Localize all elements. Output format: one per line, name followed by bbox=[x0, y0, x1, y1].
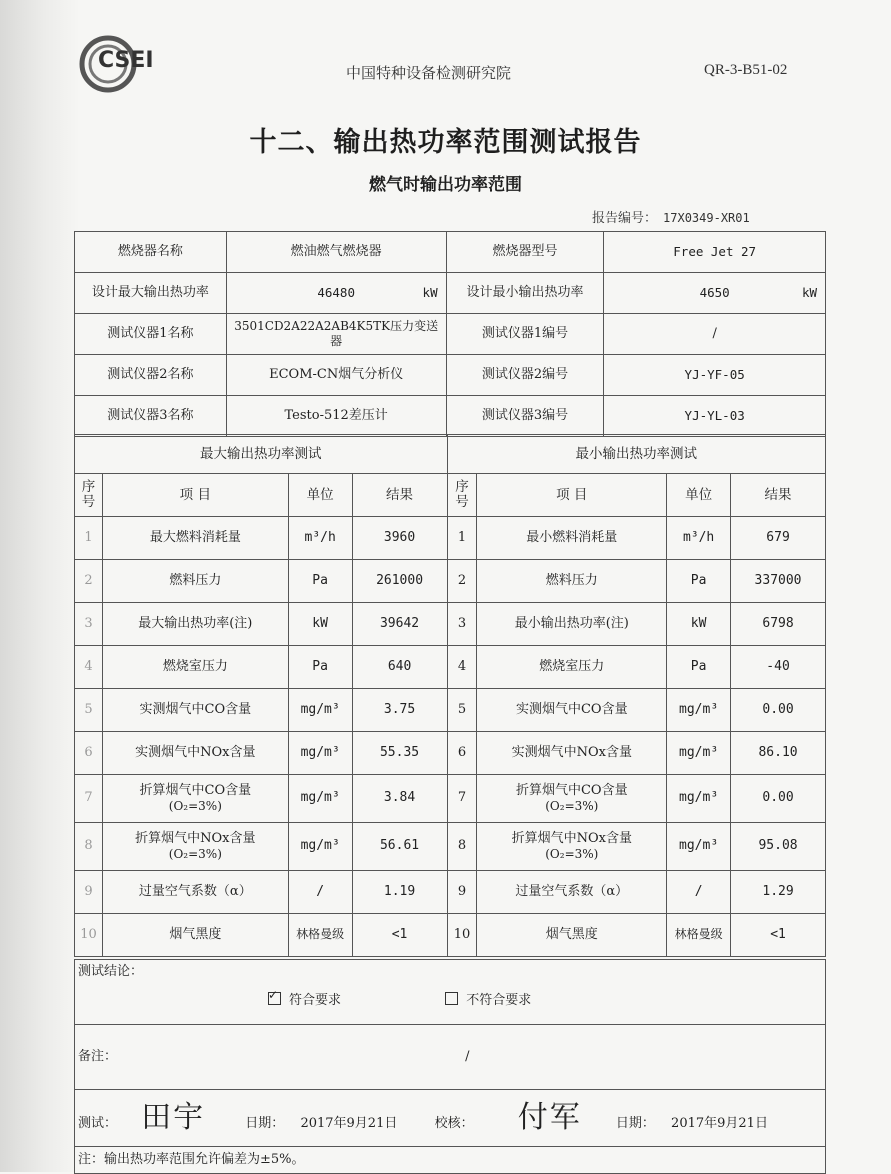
item-name: 最小燃料消耗量 bbox=[526, 529, 618, 545]
item-cell bbox=[477, 823, 667, 871]
footnote-cell bbox=[75, 1147, 826, 1174]
seq-cell: 4 bbox=[75, 646, 103, 689]
results-table bbox=[74, 434, 826, 957]
table-row bbox=[75, 517, 826, 560]
unit-cell: mg/m³ bbox=[288, 823, 352, 871]
page-title: 十二、输出热功率范围测试报告 bbox=[249, 127, 642, 158]
item-cell bbox=[477, 775, 667, 823]
table-row bbox=[75, 914, 826, 957]
result-cell: -40 bbox=[731, 646, 826, 689]
seq-cell: 8 bbox=[447, 823, 477, 871]
seq-cell: 4 bbox=[447, 646, 477, 689]
institute-name: 中国特种设备检测研究院 bbox=[346, 64, 512, 82]
seq-cell: 2 bbox=[447, 560, 477, 603]
col-seq-header: 序号 bbox=[447, 474, 477, 517]
report-number-value: 17X0349-XR01 bbox=[663, 211, 750, 225]
seq-cell: 8 bbox=[75, 823, 103, 871]
conclusion-options bbox=[78, 992, 822, 1009]
unit-cell: mg/m³ bbox=[667, 732, 731, 775]
item-condition: (O₂=3%) bbox=[168, 799, 222, 814]
item-cell bbox=[477, 914, 667, 957]
item-cell bbox=[102, 517, 288, 560]
form-code: QR-3-B51-02 bbox=[704, 62, 788, 78]
test-date-label: 日期： bbox=[245, 1116, 285, 1132]
remarks-label: 备注： bbox=[78, 1048, 118, 1064]
inst1-no-value: / bbox=[604, 314, 826, 355]
item-name: 燃料压力 bbox=[545, 572, 598, 588]
min-power-cell bbox=[604, 273, 826, 314]
max-section-title: 最大输出热功率测试 bbox=[75, 435, 448, 474]
seq-cell: 3 bbox=[447, 603, 477, 646]
result-rows bbox=[75, 517, 826, 957]
unit-cell: kW bbox=[667, 603, 731, 646]
item-name: 烟气黑度 bbox=[169, 926, 222, 942]
item-condition: (O₂=3%) bbox=[168, 847, 222, 862]
item-name: 实测烟气中NOx含量 bbox=[511, 744, 632, 760]
item-cell bbox=[477, 689, 667, 732]
seq-cell: 6 bbox=[447, 732, 477, 775]
item-name: 折算烟气中CO含量 bbox=[139, 782, 252, 798]
inst1-name-label: 测试仪器1名称 bbox=[75, 314, 227, 355]
item-cell bbox=[102, 646, 288, 689]
unit-cell: 林格曼级 bbox=[667, 914, 731, 957]
footnote: 注：输出热功率范围允许偏差为±5%。 bbox=[78, 1151, 305, 1167]
max-power-unit: kW bbox=[422, 285, 438, 301]
result-cell: 337000 bbox=[731, 560, 826, 603]
item-name: 燃烧室压力 bbox=[539, 658, 605, 674]
item-cell bbox=[102, 603, 288, 646]
item-name: 燃料压力 bbox=[169, 572, 222, 588]
col-unit-header: 单位 bbox=[667, 474, 731, 517]
min-power-label: 设计最小输出热功率 bbox=[446, 273, 604, 314]
item-cell bbox=[102, 914, 288, 957]
item-cell bbox=[102, 775, 288, 823]
checker-signature: 付军 bbox=[517, 1100, 582, 1136]
inst2-name-value: ECOM-CN烟气分析仪 bbox=[226, 355, 446, 396]
burner-name-label: 燃烧器名称 bbox=[75, 232, 227, 273]
conclusion-cell bbox=[75, 960, 826, 1025]
table-row bbox=[75, 823, 826, 871]
item-cell bbox=[102, 823, 288, 871]
result-cell: 39642 bbox=[352, 603, 447, 646]
result-cell: 1.19 bbox=[352, 871, 447, 914]
item-name: 最大燃料消耗量 bbox=[149, 529, 241, 545]
item-name: 燃烧室压力 bbox=[162, 658, 228, 674]
col-seq-header: 序号 bbox=[75, 474, 103, 517]
unit-cell: mg/m³ bbox=[288, 689, 352, 732]
item-name: 折算烟气中CO含量 bbox=[515, 782, 628, 798]
report-number-label: 报告编号： bbox=[592, 211, 658, 226]
unit-cell: Pa bbox=[667, 646, 731, 689]
burner-model-label: 燃烧器型号 bbox=[446, 232, 604, 273]
seq-cell: 5 bbox=[447, 689, 477, 732]
min-power-value: 4650 bbox=[699, 285, 730, 301]
signoff-cell bbox=[75, 1090, 826, 1147]
inst3-no-label: 测试仪器3编号 bbox=[446, 396, 604, 437]
burner-name-value: 燃油燃气燃烧器 bbox=[226, 232, 446, 273]
result-cell: 640 bbox=[352, 646, 447, 689]
item-name: 最小输出热功率(注) bbox=[514, 615, 629, 631]
check-date: 2017年9月21日 bbox=[671, 1116, 768, 1132]
check-date-label: 日期： bbox=[615, 1116, 655, 1132]
logo-text: CSEI bbox=[98, 48, 154, 73]
item-name: 烟气黑度 bbox=[545, 926, 598, 942]
seq-cell: 5 bbox=[75, 689, 103, 732]
unit-cell: / bbox=[288, 871, 352, 914]
max-power-label: 设计最大输出热功率 bbox=[75, 273, 227, 314]
tester-signature: 田宇 bbox=[141, 1100, 206, 1136]
inst2-name-label: 测试仪器2名称 bbox=[75, 355, 227, 396]
min-power-unit: kW bbox=[801, 285, 817, 301]
col-result-header: 结果 bbox=[352, 474, 447, 517]
fail-checkbox[interactable] bbox=[445, 992, 458, 1005]
item-cell bbox=[102, 871, 288, 914]
result-cell: 1.29 bbox=[731, 871, 826, 914]
item-name: 折算烟气中NOx含量 bbox=[511, 830, 632, 846]
result-cell: 95.08 bbox=[731, 823, 826, 871]
fail-label: 不符合要求 bbox=[466, 993, 532, 1009]
col-result-header: 结果 bbox=[731, 474, 826, 517]
burner-model-value: Free Jet 27 bbox=[604, 232, 826, 273]
result-cell: 56.61 bbox=[352, 823, 447, 871]
item-condition: (O₂=3%) bbox=[545, 799, 599, 814]
item-name: 过量空气系数（α） bbox=[138, 883, 252, 899]
seq-cell: 1 bbox=[447, 517, 477, 560]
item-name: 实测烟气中NOx含量 bbox=[135, 744, 256, 760]
unit-cell: mg/m³ bbox=[667, 775, 731, 823]
seq-cell: 6 bbox=[75, 732, 103, 775]
unit-cell: Pa bbox=[288, 646, 352, 689]
result-cell: 0.00 bbox=[731, 775, 826, 823]
inst1-name-value: 3501CD2A22A2AB4K5TK压力变送器 bbox=[226, 314, 446, 355]
unit-cell: Pa bbox=[667, 560, 731, 603]
page-subtitle: 燃气时输出功率范围 bbox=[369, 175, 522, 195]
max-power-cell bbox=[226, 273, 446, 314]
unit-cell: mg/m³ bbox=[667, 823, 731, 871]
result-cell: <1 bbox=[731, 914, 826, 957]
unit-cell: mg/m³ bbox=[288, 732, 352, 775]
item-name: 过量空气系数（α） bbox=[515, 883, 629, 899]
seq-cell: 9 bbox=[75, 871, 103, 914]
table-row bbox=[75, 732, 826, 775]
result-cell: 261000 bbox=[352, 560, 447, 603]
table-row bbox=[75, 603, 826, 646]
unit-cell: mg/m³ bbox=[667, 689, 731, 732]
table-row bbox=[75, 775, 826, 823]
table-row bbox=[75, 871, 826, 914]
seq-cell: 1 bbox=[75, 517, 103, 560]
conclusion-label: 测试结论： bbox=[78, 964, 144, 979]
pass-checkbox[interactable] bbox=[268, 992, 281, 1005]
pass-label: 符合要求 bbox=[289, 993, 342, 1009]
result-cell: 3.75 bbox=[352, 689, 447, 732]
result-cell: 679 bbox=[731, 517, 826, 560]
tester-label: 测试： bbox=[78, 1116, 118, 1132]
result-cell: 3.84 bbox=[352, 775, 447, 823]
unit-cell: / bbox=[667, 871, 731, 914]
test-date: 2017年9月21日 bbox=[300, 1116, 398, 1132]
item-cell bbox=[102, 689, 288, 732]
col-unit-header: 单位 bbox=[288, 474, 352, 517]
item-name: 实测烟气中CO含量 bbox=[139, 701, 252, 717]
max-power-value: 46480 bbox=[317, 285, 355, 301]
result-cell: 55.35 bbox=[352, 732, 447, 775]
seq-cell: 9 bbox=[447, 871, 477, 914]
result-cell: 6798 bbox=[731, 603, 826, 646]
item-cell bbox=[102, 560, 288, 603]
inst1-no-label: 测试仪器1编号 bbox=[446, 314, 604, 355]
result-cell: 86.10 bbox=[731, 732, 826, 775]
seq-cell: 7 bbox=[75, 775, 103, 823]
unit-cell: m³/h bbox=[288, 517, 352, 560]
item-name: 最大输出热功率(注) bbox=[138, 615, 253, 631]
inst3-name-value: Testo-512差压计 bbox=[226, 396, 446, 437]
unit-cell: m³/h bbox=[667, 517, 731, 560]
col-item-header: 项 目 bbox=[102, 474, 288, 517]
seq-cell: 3 bbox=[75, 603, 103, 646]
unit-cell: kW bbox=[288, 603, 352, 646]
info-table bbox=[74, 231, 826, 437]
item-name: 折算烟气中NOx含量 bbox=[135, 830, 256, 846]
result-cell: 0.00 bbox=[731, 689, 826, 732]
checker-label: 校核： bbox=[434, 1116, 474, 1132]
item-name: 实测烟气中CO含量 bbox=[515, 701, 628, 717]
unit-cell: Pa bbox=[288, 560, 352, 603]
table-row bbox=[75, 560, 826, 603]
item-cell bbox=[102, 732, 288, 775]
unit-cell: mg/m³ bbox=[288, 775, 352, 823]
report-number bbox=[592, 207, 750, 226]
seq-cell: 2 bbox=[75, 560, 103, 603]
item-cell bbox=[477, 560, 667, 603]
item-cell bbox=[477, 603, 667, 646]
inst2-no-label: 测试仪器2编号 bbox=[446, 355, 604, 396]
unit-cell: 林格曼级 bbox=[288, 914, 352, 957]
inst3-no-value: YJ-YL-03 bbox=[604, 396, 826, 437]
remarks-value: / bbox=[465, 1048, 470, 1064]
conclusion-table bbox=[74, 959, 826, 1174]
item-cell bbox=[477, 732, 667, 775]
item-condition: (O₂=3%) bbox=[545, 847, 599, 862]
result-cell: 3960 bbox=[352, 517, 447, 560]
seq-cell: 10 bbox=[75, 914, 103, 957]
item-cell bbox=[477, 517, 667, 560]
inst2-no-value: YJ-YF-05 bbox=[604, 355, 826, 396]
col-item-header: 项 目 bbox=[477, 474, 667, 517]
table-row bbox=[75, 646, 826, 689]
table-row bbox=[75, 689, 826, 732]
inst3-name-label: 测试仪器3名称 bbox=[75, 396, 227, 437]
seq-cell: 10 bbox=[447, 914, 477, 957]
remarks-cell bbox=[75, 1025, 826, 1090]
result-cell: <1 bbox=[352, 914, 447, 957]
item-cell bbox=[477, 646, 667, 689]
min-section-title: 最小输出热功率测试 bbox=[447, 435, 826, 474]
seq-cell: 7 bbox=[447, 775, 477, 823]
item-cell bbox=[477, 871, 667, 914]
